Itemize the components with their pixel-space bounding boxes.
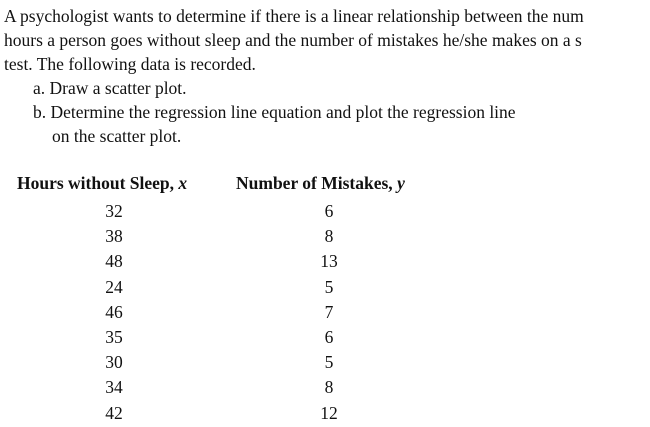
table-cell-x: 48 (105, 251, 123, 272)
table-cell-x: 46 (105, 301, 123, 322)
table-header-x-var: x (178, 173, 188, 193)
table-cell-y: 5 (324, 276, 334, 297)
table-header-x (17, 172, 187, 194)
table-cell-y: 8 (324, 226, 334, 247)
question-a: a. Draw a scatter plot. (33, 78, 187, 98)
table-cell-y: 12 (320, 402, 338, 423)
table-cell-x: 32 (105, 201, 123, 221)
table-cell-x: 42 (105, 402, 123, 423)
table-header-y-text: Number of Mistakes, (236, 173, 398, 193)
table-header-y-var: y (397, 173, 405, 193)
table-cell-y: 7 (324, 301, 334, 322)
table-column-y (299, 200, 359, 427)
table-cell-x: 24 (105, 276, 123, 297)
table-cell-y: 6 (324, 326, 334, 347)
intro-line-3: test. The following data is recorded. (4, 54, 256, 74)
table-header-y (236, 172, 405, 194)
table-cell-x: 34 (105, 377, 123, 398)
table-cell-y: 8 (324, 377, 334, 398)
table-cell-x: 35 (105, 326, 123, 347)
table-header-x-text: Hours without Sleep, (17, 173, 179, 193)
question-b-line-2: on the scatter plot. (52, 126, 182, 146)
table-cell-x: 38 (105, 226, 123, 247)
table-column-x (84, 200, 144, 427)
question-b-line-1: b. Determine the regression line equation and plot the regression line (33, 102, 516, 122)
table-cell-y: 6 (324, 201, 334, 221)
table-cell-y: 13 (320, 251, 338, 272)
table-cell-x: 30 (105, 352, 123, 373)
intro-line-2: hours a person goes without sleep and the number of mistakes he/she makes on a s (4, 30, 582, 50)
table-cell-y: 5 (324, 352, 334, 373)
intro-line-1: A psychologist wants to determine if there is a linear relationship between the num (4, 6, 584, 26)
